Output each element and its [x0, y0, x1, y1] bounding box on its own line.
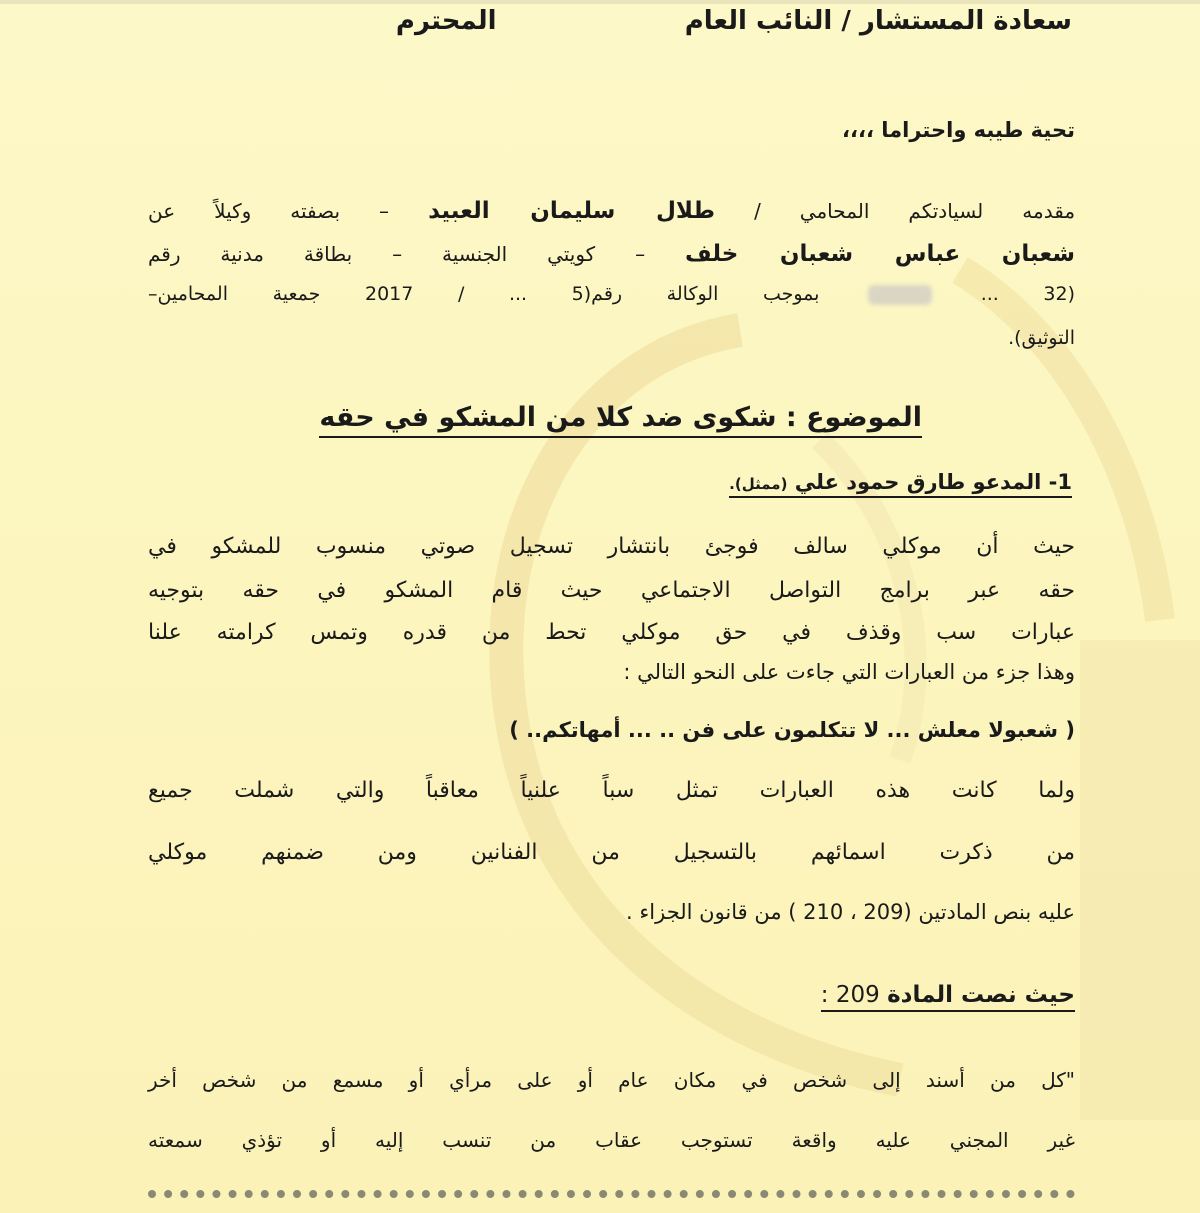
honorific: المحترم [395, 6, 497, 36]
article-line-3-cutoff [148, 1190, 1075, 1213]
body-line-4: وهذا جزء من العبارات التي جاءت على النحو التالي : [623, 660, 1075, 684]
article-line-1: "كل من أسند إلى شخص في مكان عام أو على مرأي أو مسمع من شخص أخر [148, 1068, 1075, 1092]
power-of-attorney: بموجب الوكالة رقم(5 ... / 2017 جمعية المحامين– [148, 283, 820, 305]
client-details: – كويتي الجنسية – بطاقة مدنية رقم [148, 242, 646, 266]
accused-heading-wrap [729, 470, 1072, 498]
article-line-2: غير المجني عليه واقعة تستوجب عقاب من تنسب إليه أو تؤذي سمعته [148, 1128, 1075, 1152]
greeting: تحية طيبه واحتراما ،،،، [842, 118, 1075, 142]
body-line-6: من ذكرت اسمائهم بالتسجيل من الفنانين ومن ضمنهم موكلي [148, 840, 1075, 865]
article-number: 209 : [820, 982, 880, 1008]
article-heading [821, 982, 1075, 1008]
lawyer-name: طلال سليمان العبيد [428, 198, 716, 224]
intro-line-4: التوثيق). [1008, 327, 1075, 349]
accused-name: 1- المدعو طارق حمود علي [794, 470, 1072, 494]
body-line-5: ولما كانت هذه العبارات تمثل سباً علنياً معاقباً والتي شملت جميع [148, 778, 1075, 803]
civil-id-number: (32 ... [980, 283, 1076, 305]
subject-line [319, 402, 922, 438]
subject-text: : شكوى ضد كلا من المشكو في حقه [319, 402, 797, 433]
body-line-7: عليه بنص المادتين (209 ، 210 ) من قانون الجزاء . [626, 900, 1075, 924]
accused-role: (ممثل). [729, 475, 788, 493]
intro-line-3 [148, 283, 1075, 305]
redaction-blur [868, 285, 932, 305]
body-line-1: حيث أن موكلي سالف فوجئ بانتشار تسجيل صوتي منسوب للمشكو في [148, 534, 1075, 559]
intro-line-1 [148, 198, 1075, 224]
body-line-2: حقه عبر برامج التواصل الاجتماعي حيث قام المشكو في حقه بتوجيه [148, 578, 1075, 603]
body-line-3: عبارات سب وقذف في حق موكلي تحط من قدره وتمس كرامته علنا [148, 620, 1075, 645]
accused-heading [729, 470, 1072, 494]
intro-suffix: – بصفته وكيلاً عن [148, 199, 390, 223]
intro-line-2 [148, 241, 1075, 267]
client-name: شعبان عباس شعبان خلف [685, 241, 1075, 267]
addressee: سعادة المستشار / النائب العام [684, 6, 1072, 36]
intro-prefix: مقدمه لسيادتكم المحامي / [754, 199, 1076, 223]
scan-edge [0, 0, 1200, 4]
addressee-line [396, 6, 1072, 36]
subject-label: الموضوع [806, 402, 922, 433]
article-heading-wrap [821, 982, 1075, 1012]
quoted-phrase: ( شعبولا معلش ... لا تتكلمون على فن .. ... أمهاتكم.. ) [509, 718, 1075, 742]
article-heading-text: حيث نصت المادة [887, 982, 1075, 1008]
